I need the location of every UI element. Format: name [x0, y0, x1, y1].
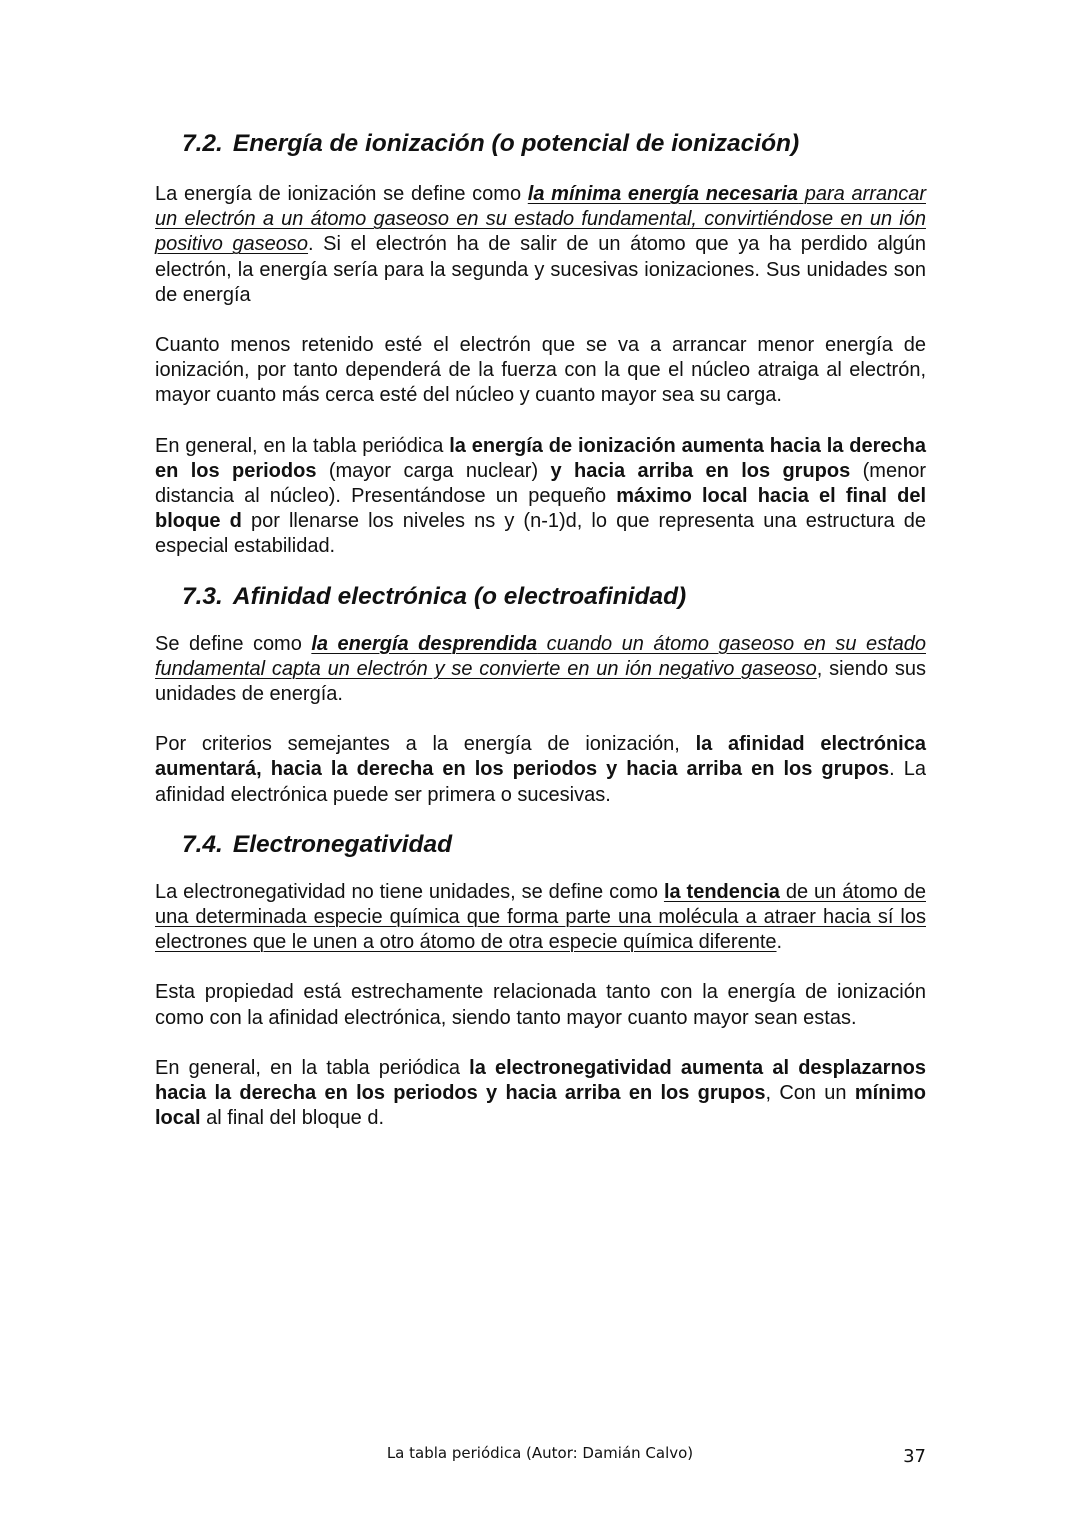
- text-run: En general, en la tabla periódica: [155, 1056, 470, 1079]
- bold-text: y hacia arriba en los grupos: [550, 459, 851, 482]
- section-heading-7-4: [155, 829, 926, 861]
- text-run: La energía de ionización se define como: [155, 183, 528, 205]
- bold-text: la electronegatividad aumenta al desplazarnos hacia la derecha en los periodos y hacia arriba en los grupos: [155, 1056, 927, 1105]
- bold-text: mínimo local: [155, 1082, 926, 1130]
- emphasis-text: la mínima energía necesaria: [527, 183, 799, 205]
- text-run: al final del bloque d.: [200, 1107, 385, 1130]
- section-number: 7.4.: [182, 830, 223, 858]
- paragraph-electronegativity-relation: Esta propiedad está estrechamente relacionada tanto con la energía de ionización como con la afinidad electrónica, siendo tanto mayor cuanto mayor sean estas.: [155, 981, 926, 1029]
- bold-text: la afinidad electrónica aumentará, hacia la derecha en los periodos y hacia arriba en los grupos: [155, 733, 926, 781]
- text-run: (mayor carga nuclear): [316, 459, 551, 482]
- paragraph-ionization-trend: [155, 434, 926, 560]
- section-title: Energía de ionización (o potencial de ionización): [232, 130, 800, 157]
- paragraph-electronegativity-trend: [155, 1056, 926, 1132]
- text-run: .: [776, 931, 783, 954]
- section-title: Afinidad electrónica (o electroafinidad): [232, 582, 687, 610]
- page-number: 37: [903, 1446, 926, 1467]
- section-heading-7-2: [155, 128, 926, 160]
- bold-text: la energía de ionización aumenta hacia la derecha en los periodos: [155, 434, 926, 482]
- paragraph-affinity-trend: [155, 732, 926, 808]
- text-run: Se define como: [155, 632, 312, 655]
- bold-text: máximo local hacia el final del bloque d: [155, 485, 926, 533]
- page-footer: La tabla periódica (Autor: Damián Calvo): [386, 1444, 694, 1462]
- section-heading-7-3: [155, 581, 926, 613]
- text-run: (menor distancia al núcleo). Presentándose un pequeño: [155, 459, 926, 508]
- definition-text: cuando un átomo gaseoso en su estado fundamental capta un electrón y se convierte en un ión negativo gaseoso: [155, 632, 926, 680]
- emphasis-text: la energía desprendida: [311, 632, 538, 655]
- paragraph-ionization-definition: [155, 182, 926, 308]
- section-title: Electronegatividad: [232, 830, 453, 858]
- page-content: [155, 128, 926, 1131]
- text-run: . Si el electrón ha de salir de un átomo que ya ha perdido algún electrón, la energía sería para la segunda y sucesivas ionizaciones. Sus unidades son de energía: [155, 233, 927, 306]
- text-run: , siendo sus unidades de energía.: [155, 657, 926, 706]
- paragraph-electronegativity-definition: [155, 880, 926, 956]
- text-run: por llenarse los niveles ns y (n-1)d, lo que representa una estructura de especial estabilidad.: [155, 510, 926, 558]
- section-number: 7.2.: [182, 130, 223, 157]
- paragraph-affinity-definition: [155, 632, 926, 708]
- section-number: 7.3.: [182, 582, 223, 610]
- paragraph-ionization-factors: Cuanto menos retenido esté el electrón que se va a arrancar menor energía de ionización, por tanto dependerá de la fuerza con la que el núcleo atraiga al electrón, mayor cuanto más cerca esté del núcleo y cuanto mayor sea su carga.: [155, 334, 926, 407]
- definition-text: de un átomo de una determinada especie química que forma parte una molécula a atraer hacia sí los electrones que le unen a otro átomo de otra especie química diferente: [155, 880, 926, 954]
- definition-text: para arrancar un electrón a un átomo gaseoso en su estado fundamental, convirtiéndose en un ión positivo gaseoso: [155, 183, 926, 256]
- emphasis-text: la tendencia: [663, 880, 780, 903]
- text-run: La electronegatividad no tiene unidades, se define como: [155, 880, 664, 903]
- text-run: . La afinidad electrónica puede ser primera o sucesivas.: [155, 758, 926, 806]
- text-run: , Con un: [765, 1082, 855, 1105]
- text-run: Por criterios semejantes a la energía de ionización,: [155, 733, 696, 756]
- text-run: En general, en la tabla periódica: [155, 434, 450, 457]
